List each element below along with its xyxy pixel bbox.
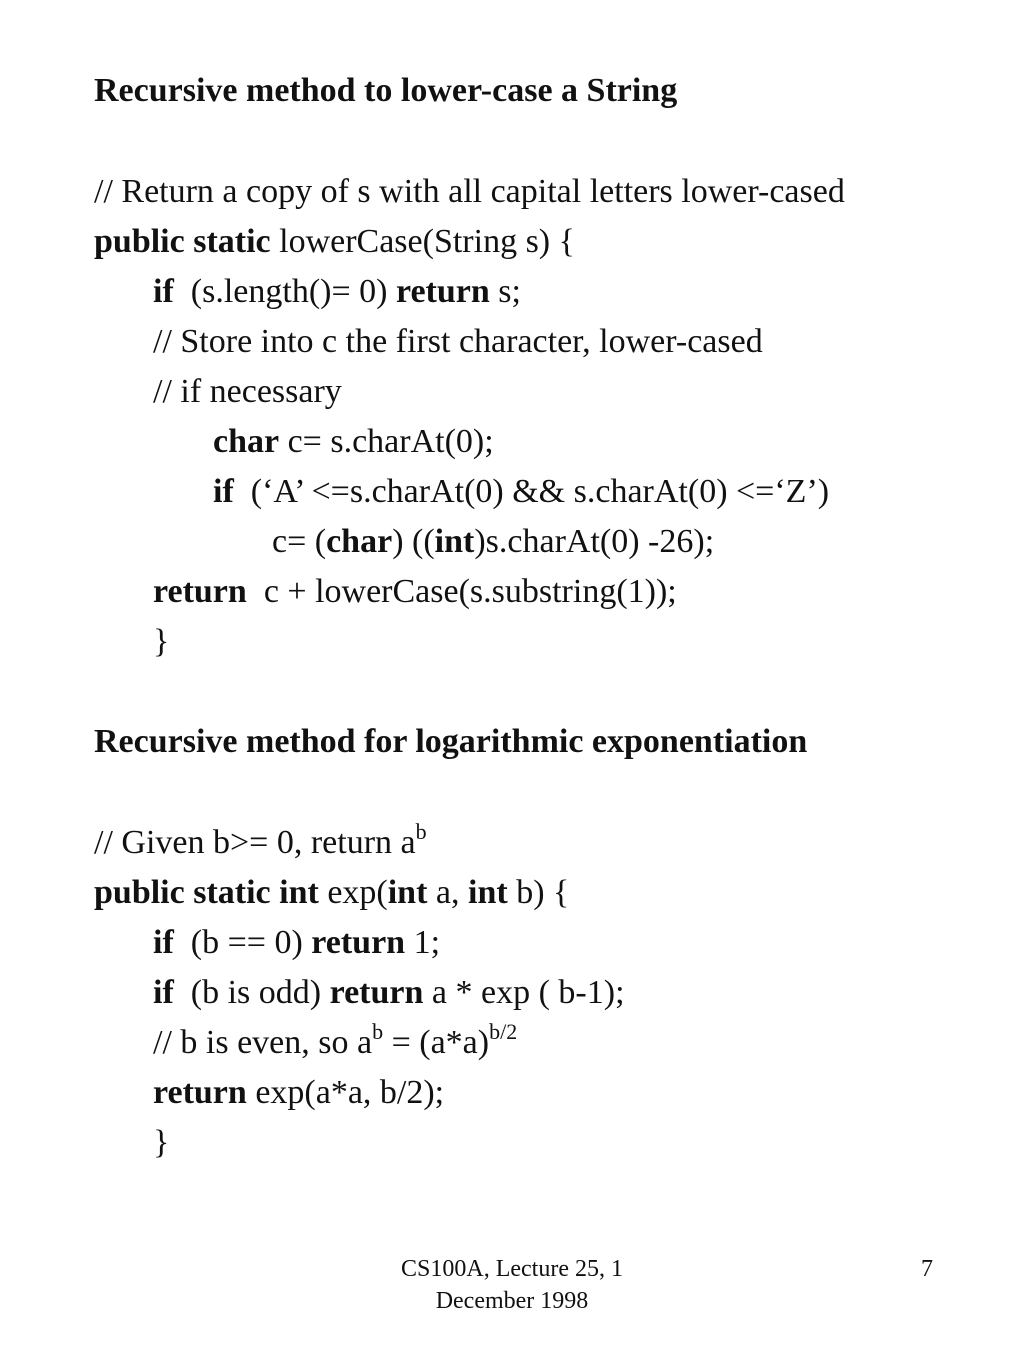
code-text: )s.charAt(0) -26); [474, 523, 715, 560]
section1-close-brace: } [153, 623, 170, 660]
keyword: if [153, 974, 174, 1011]
section2-comment [94, 819, 427, 863]
section2-signature [94, 873, 569, 913]
code-text: a * exp ( b-1); [423, 974, 625, 1011]
section1-if-uppercase [213, 472, 829, 512]
section1-return [153, 572, 677, 612]
keyword: char [326, 523, 393, 560]
footer-course-line2: December 1998 [435, 1288, 589, 1314]
keyword: public static int [94, 874, 319, 911]
code-text: // b is even, so a [153, 1024, 373, 1061]
section1-assign [272, 522, 714, 562]
code-text: exp( [318, 874, 388, 911]
code-text: c= ( [272, 523, 327, 560]
code-text: (s.length()= 0) [173, 273, 396, 310]
code-text: exp(a*a, b/2); [246, 1074, 445, 1111]
keyword: int [387, 874, 428, 911]
keyword: return [311, 924, 406, 961]
keyword: int [434, 523, 475, 560]
keyword: char [213, 423, 280, 460]
page-number: 7 [921, 1256, 933, 1282]
section1-comment-necessary: // if necessary [153, 373, 342, 410]
section2-if-zero [153, 923, 440, 963]
code-text: (b == 0) [173, 924, 312, 961]
keyword: int [468, 874, 508, 911]
keyword: if [153, 273, 174, 310]
keyword: public static [94, 223, 271, 260]
keyword: return [153, 1074, 247, 1111]
code-text: lowerCase(String s) { [270, 223, 575, 260]
code-text: 1; [405, 924, 441, 961]
keyword: return [153, 573, 247, 610]
superscript: b [372, 1019, 384, 1044]
footer-course-line1: CS100A, Lecture 25, 1 [401, 1256, 623, 1282]
keyword: if [213, 473, 234, 510]
section1-if-empty [153, 272, 521, 312]
code-text: s; [489, 273, 521, 310]
section1-comment: // Return a copy of s with all capital letters lower-cased [94, 173, 845, 210]
section2-close-brace: } [153, 1124, 170, 1161]
code-text: c + lowerCase(s.substring(1)); [246, 573, 677, 610]
section1-signature [94, 222, 575, 262]
section1-title: Recursive method to lower-case a String [94, 72, 678, 109]
section2-return [153, 1073, 444, 1113]
code-text: (‘A’ <=s.charAt(0) && s.charAt(0) <=‘Z’) [233, 473, 830, 510]
section2-comment-even [153, 1019, 518, 1063]
code-text: // Given b>= 0, return a [94, 824, 416, 861]
footer-course [362, 1253, 662, 1317]
section1-char-decl [213, 422, 494, 462]
superscript: b/2 [489, 1019, 518, 1044]
code-text: c= s.charAt(0); [279, 423, 494, 460]
section2-if-odd [153, 973, 625, 1013]
section1-comment-store: // Store into c the first character, lower-cased [153, 323, 763, 360]
code-text: b) { [507, 874, 570, 911]
keyword: if [153, 924, 174, 961]
code-text: ) (( [392, 523, 435, 560]
superscript: b [415, 819, 427, 844]
keyword: return [329, 974, 424, 1011]
section2-title: Recursive method for logarithmic exponentiation [94, 723, 808, 760]
code-text: = (a*a) [383, 1024, 490, 1061]
code-text: a, [427, 874, 469, 911]
keyword: return [395, 273, 490, 310]
code-text: (b is odd) [173, 974, 330, 1011]
